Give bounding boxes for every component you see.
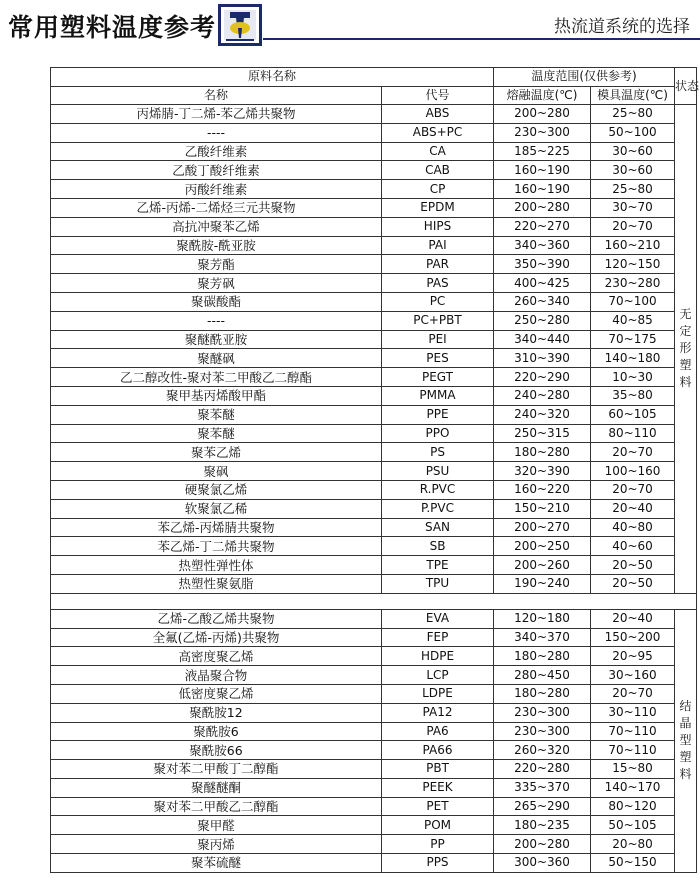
table-row	[51, 330, 697, 349]
material-code-cell: EPDM	[382, 198, 494, 217]
table-row	[51, 443, 697, 462]
material-name-cell: 乙酸丁酸纤维素	[51, 161, 382, 180]
material-name-cell: 苯乙烯-丁二烯共聚物	[51, 537, 382, 556]
melt-temp-cell: 160~190	[494, 161, 591, 180]
table-row	[51, 537, 697, 556]
state-char: 晶	[679, 716, 692, 731]
material-name-cell: 全氟(乙烯-丙烯)共聚物	[51, 628, 382, 647]
state-char: 定	[679, 324, 692, 339]
material-name-cell: 低密度聚乙烯	[51, 684, 382, 703]
material-code-cell: ABS+PC	[382, 123, 494, 142]
mold-temp-cell: 120~150	[591, 255, 675, 274]
state-char: 形	[679, 341, 692, 356]
mold-temp-cell: 80~120	[591, 797, 675, 816]
melt-temp-cell: 200~280	[494, 105, 591, 124]
table-row	[51, 760, 697, 779]
material-code-cell: POM	[382, 816, 494, 835]
material-name-cell: 苯乙烯-丙烯腈共聚物	[51, 518, 382, 537]
mold-temp-cell: 20~40	[591, 609, 675, 628]
mold-temp-cell: 70~100	[591, 292, 675, 311]
melt-temp-cell: 150~210	[494, 499, 591, 518]
material-code-cell: HDPE	[382, 647, 494, 666]
material-code-cell: PP	[382, 835, 494, 854]
table-row	[51, 722, 697, 741]
crystalline-state-cell	[675, 609, 697, 872]
material-name-cell: 聚酰胺12	[51, 703, 382, 722]
material-code-cell: CA	[382, 142, 494, 161]
melt-temp-cell: 230~300	[494, 703, 591, 722]
mold-temp-cell: 20~80	[591, 835, 675, 854]
mold-temp-cell: 40~60	[591, 537, 675, 556]
melt-temp-cell: 230~300	[494, 123, 591, 142]
table-row	[51, 405, 697, 424]
table-row	[51, 105, 697, 124]
material-code-cell: PA66	[382, 741, 494, 760]
material-name-cell: 聚酰胺66	[51, 741, 382, 760]
material-code-cell: PS	[382, 443, 494, 462]
mold-temp-cell: 15~80	[591, 760, 675, 779]
state-header-text: 状态	[675, 78, 700, 93]
melt-temp-cell: 160~220	[494, 480, 591, 499]
mold-temp-cell: 20~70	[591, 443, 675, 462]
table-row	[51, 123, 697, 142]
melt-temp-cell: 335~370	[494, 778, 591, 797]
mold-temp-cell: 230~280	[591, 274, 675, 293]
state-char: 料	[679, 375, 692, 390]
material-name-cell: 乙烯-丙烯-二烯烃三元共聚物	[51, 198, 382, 217]
mold-temp-cell: 35~80	[591, 386, 675, 405]
material-name-cell: 聚芳酯	[51, 255, 382, 274]
melt-temp-cell: 190~240	[494, 574, 591, 593]
group-separator-cell	[51, 593, 697, 609]
material-name-cell: 乙二醇改性-聚对苯二甲酸乙二醇酯	[51, 368, 382, 387]
table-row	[51, 628, 697, 647]
material-name-cell: 聚酰胺-酰亚胺	[51, 236, 382, 255]
material-code-cell: PBT	[382, 760, 494, 779]
state-char: 塑	[679, 358, 692, 373]
melt-temp-cell: 280~450	[494, 666, 591, 685]
melt-temp-cell: 120~180	[494, 609, 591, 628]
material-name-cell: 聚醚砜	[51, 349, 382, 368]
mold-temp-cell: 80~110	[591, 424, 675, 443]
material-code-cell: TPE	[382, 556, 494, 575]
material-code-cell: PPE	[382, 405, 494, 424]
melt-temp-cell: 340~370	[494, 628, 591, 647]
melt-temp-cell: 180~280	[494, 684, 591, 703]
state-header	[675, 68, 700, 105]
material-name-cell: 聚醚酰亚胺	[51, 330, 382, 349]
name-column-header: 名称	[51, 86, 382, 105]
mold-temp-cell: 60~105	[591, 405, 675, 424]
mold-temp-cell: 50~100	[591, 123, 675, 142]
melt-temp-cell: 230~300	[494, 722, 591, 741]
melt-temp-cell: 200~280	[494, 835, 591, 854]
temp-range-header: 温度范围(仅供参考)	[494, 68, 675, 87]
melt-temp-cell: 220~280	[494, 760, 591, 779]
material-name-cell: 丙烯腈-丁二烯-苯乙烯共聚物	[51, 105, 382, 124]
page-title: 常用塑料温度参考	[8, 13, 217, 42]
material-name-cell: 聚芳砜	[51, 274, 382, 293]
page-header	[0, 0, 700, 52]
melt-temp-cell: 340~440	[494, 330, 591, 349]
table-row	[51, 424, 697, 443]
mold-temp-cell: 150~200	[591, 628, 675, 647]
mold-temp-cell: 20~70	[591, 684, 675, 703]
mold-temp-cell: 70~175	[591, 330, 675, 349]
material-code-cell: R.PVC	[382, 480, 494, 499]
material-code-cell: LCP	[382, 666, 494, 685]
material-code-cell: PAS	[382, 274, 494, 293]
material-code-cell: PA6	[382, 722, 494, 741]
table-row	[51, 462, 697, 481]
amorphous-state-cell	[675, 105, 697, 594]
table-row	[51, 142, 697, 161]
state-char: 型	[679, 733, 692, 748]
mold-temp-cell: 20~40	[591, 499, 675, 518]
table-row	[51, 236, 697, 255]
material-name-cell: 丙酸纤维素	[51, 180, 382, 199]
table-row	[51, 180, 697, 199]
mold-temp-cell: 30~60	[591, 161, 675, 180]
melt-temp-cell: 200~250	[494, 537, 591, 556]
material-name-cell: 硬聚氯乙烯	[51, 480, 382, 499]
table-row	[51, 499, 697, 518]
table-row	[51, 684, 697, 703]
material-name-cell: 聚苯硫醚	[51, 854, 382, 873]
mold-temp-cell: 50~105	[591, 816, 675, 835]
page-subtitle: 热流道系统的选择	[554, 17, 690, 37]
mold-temp-cell: 20~95	[591, 647, 675, 666]
material-name-cell: 聚苯醚	[51, 405, 382, 424]
melt-temp-cell: 350~390	[494, 255, 591, 274]
mold-temp-cell: 25~80	[591, 105, 675, 124]
mold-temp-cell: 30~60	[591, 142, 675, 161]
temperature-table	[50, 67, 700, 873]
melt-temp-cell: 340~360	[494, 236, 591, 255]
table-row	[51, 816, 697, 835]
state-char: 料	[679, 767, 692, 782]
material-code-cell: PA12	[382, 703, 494, 722]
table-row	[51, 217, 697, 236]
table-row	[51, 835, 697, 854]
material-group-header: 原料名称	[51, 68, 494, 87]
material-name-cell: 乙酸纤维素	[51, 142, 382, 161]
material-code-cell: PEGT	[382, 368, 494, 387]
state-char: 无	[679, 307, 692, 322]
group-separator-row	[51, 593, 697, 609]
table-row	[51, 778, 697, 797]
melt-temp-cell: 260~320	[494, 741, 591, 760]
material-code-cell: PSU	[382, 462, 494, 481]
material-code-cell: SAN	[382, 518, 494, 537]
material-code-cell: PES	[382, 349, 494, 368]
material-name-cell: 乙烯-乙酸乙烯共聚物	[51, 609, 382, 628]
material-name-cell: 聚醚醚酮	[51, 778, 382, 797]
material-code-cell: EVA	[382, 609, 494, 628]
material-code-cell: PC+PBT	[382, 311, 494, 330]
material-code-cell: PC	[382, 292, 494, 311]
melt-temp-cell: 250~315	[494, 424, 591, 443]
material-code-cell: CAB	[382, 161, 494, 180]
material-name-cell: 聚甲基丙烯酸甲酯	[51, 386, 382, 405]
material-code-cell: ABS	[382, 105, 494, 124]
table-row	[51, 797, 697, 816]
material-name-cell: 软聚氯乙稀	[51, 499, 382, 518]
table-row	[51, 198, 697, 217]
table-row	[51, 647, 697, 666]
material-code-cell: PAR	[382, 255, 494, 274]
material-code-cell: PPO	[382, 424, 494, 443]
melt-temp-cell: 180~280	[494, 443, 591, 462]
material-name-cell: 聚苯醚	[51, 424, 382, 443]
material-code-cell: FEP	[382, 628, 494, 647]
code-column-header: 代号	[382, 86, 494, 105]
melt-temp-cell: 320~390	[494, 462, 591, 481]
melt-temp-cell: 250~280	[494, 311, 591, 330]
mold-temp-cell: 20~70	[591, 480, 675, 499]
mold-temp-cell: 30~70	[591, 198, 675, 217]
mold-temp-cell: 40~80	[591, 518, 675, 537]
hot-runner-nozzle-logo-icon	[218, 4, 262, 46]
table-row	[51, 255, 697, 274]
material-code-cell: PET	[382, 797, 494, 816]
table-row	[51, 480, 697, 499]
mold-temp-cell: 140~180	[591, 349, 675, 368]
table-row	[51, 609, 697, 628]
material-name-cell: ----	[51, 123, 382, 142]
melt-temp-cell: 310~390	[494, 349, 591, 368]
material-name-cell: 高抗冲聚苯乙烯	[51, 217, 382, 236]
material-code-cell: PEI	[382, 330, 494, 349]
table-row	[51, 368, 697, 387]
material-name-cell: 聚砜	[51, 462, 382, 481]
material-name-cell: 聚苯乙烯	[51, 443, 382, 462]
melt-temp-cell: 260~340	[494, 292, 591, 311]
mold-temp-cell: 70~110	[591, 741, 675, 760]
melt-temp-cell: 160~190	[494, 180, 591, 199]
table-row	[51, 741, 697, 760]
table-row	[51, 161, 697, 180]
table-row	[51, 518, 697, 537]
mold-temp-cell: 30~110	[591, 703, 675, 722]
melt-temp-cell: 200~260	[494, 556, 591, 575]
material-code-cell: P.PVC	[382, 499, 494, 518]
melt-temp-cell: 240~280	[494, 386, 591, 405]
table-row	[51, 703, 697, 722]
material-code-cell: PAI	[382, 236, 494, 255]
material-code-cell: HIPS	[382, 217, 494, 236]
material-code-cell: PPS	[382, 854, 494, 873]
melt-temp-column-header: 熔融温度(℃)	[494, 86, 591, 105]
melt-temp-cell: 240~320	[494, 405, 591, 424]
material-code-cell: PMMA	[382, 386, 494, 405]
header-rule	[263, 38, 700, 40]
mold-temp-cell: 25~80	[591, 180, 675, 199]
melt-temp-cell: 300~360	[494, 854, 591, 873]
material-name-cell: 聚对苯二甲酸乙二醇酯	[51, 797, 382, 816]
melt-temp-cell: 200~280	[494, 198, 591, 217]
state-char: 塑	[679, 750, 692, 765]
table-row	[51, 386, 697, 405]
table-row	[51, 311, 697, 330]
mold-temp-cell: 20~50	[591, 556, 675, 575]
material-name-cell: 聚丙烯	[51, 835, 382, 854]
mold-temp-cell: 160~210	[591, 236, 675, 255]
material-name-cell: ----	[51, 311, 382, 330]
table-row	[51, 854, 697, 873]
table-header-row-2	[51, 86, 697, 105]
melt-temp-cell: 265~290	[494, 797, 591, 816]
table-row	[51, 274, 697, 293]
melt-temp-cell: 180~280	[494, 647, 591, 666]
state-char: 结	[679, 699, 692, 714]
table-row	[51, 292, 697, 311]
material-code-cell: CP	[382, 180, 494, 199]
material-name-cell: 聚酰胺6	[51, 722, 382, 741]
mold-temp-cell: 140~170	[591, 778, 675, 797]
mold-temp-cell: 30~160	[591, 666, 675, 685]
mold-temp-cell: 10~30	[591, 368, 675, 387]
table-row	[51, 666, 697, 685]
material-code-cell: TPU	[382, 574, 494, 593]
material-name-cell: 液晶聚合物	[51, 666, 382, 685]
mold-temp-cell: 50~150	[591, 854, 675, 873]
material-name-cell: 聚对苯二甲酸丁二醇酯	[51, 760, 382, 779]
melt-temp-cell: 220~290	[494, 368, 591, 387]
table-row	[51, 349, 697, 368]
mold-temp-cell: 70~110	[591, 722, 675, 741]
material-code-cell: SB	[382, 537, 494, 556]
table-header-row-1	[51, 68, 697, 87]
table-row	[51, 574, 697, 593]
material-name-cell: 热塑性聚氨脂	[51, 574, 382, 593]
material-code-cell: PEEK	[382, 778, 494, 797]
melt-temp-cell: 400~425	[494, 274, 591, 293]
material-name-cell: 聚甲醛	[51, 816, 382, 835]
table-row	[51, 556, 697, 575]
material-name-cell: 热塑性弹性体	[51, 556, 382, 575]
material-name-cell: 高密度聚乙烯	[51, 647, 382, 666]
material-code-cell: LDPE	[382, 684, 494, 703]
melt-temp-cell: 180~235	[494, 816, 591, 835]
melt-temp-cell: 220~270	[494, 217, 591, 236]
mold-temp-cell: 20~50	[591, 574, 675, 593]
melt-temp-cell: 185~225	[494, 142, 591, 161]
mold-temp-cell: 100~160	[591, 462, 675, 481]
material-name-cell: 聚碳酸酯	[51, 292, 382, 311]
mold-temp-cell: 40~85	[591, 311, 675, 330]
mold-temp-cell: 20~70	[591, 217, 675, 236]
mold-temp-column-header: 模具温度(℃)	[591, 86, 675, 105]
melt-temp-cell: 200~270	[494, 518, 591, 537]
